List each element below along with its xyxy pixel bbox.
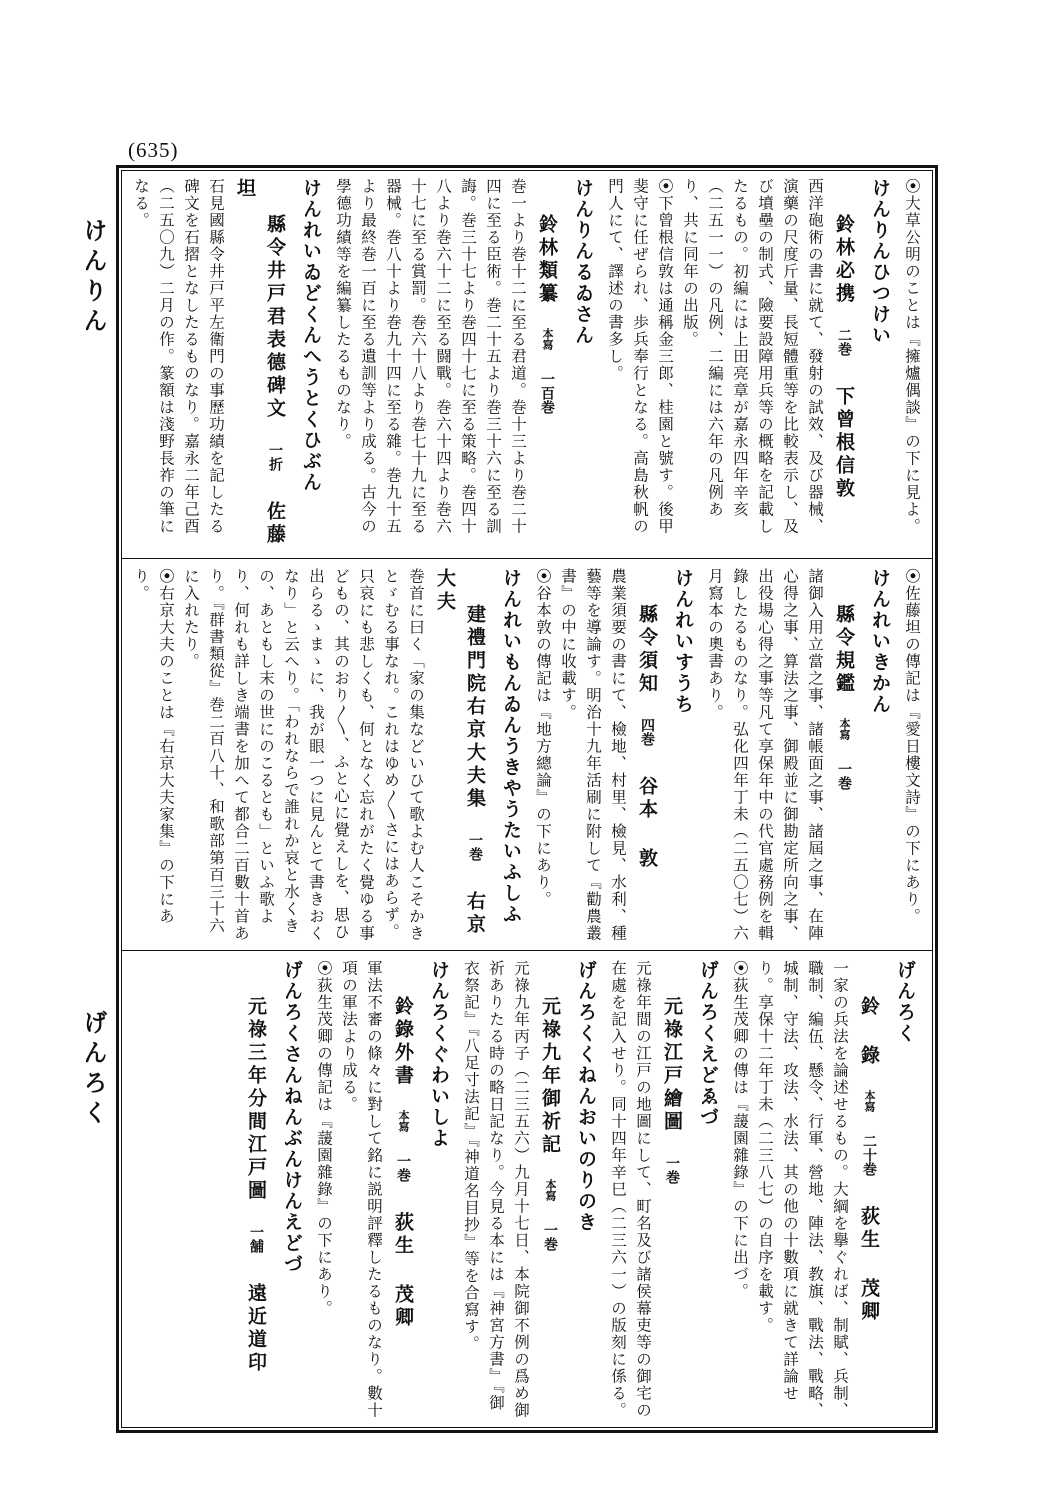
entry-paragraph: 西洋砲術の書に就て、發射の試效、及び器械、演藥の尺度斤量、長短體重等を比較表示し、及び墳壘の制式、險要設障用兵等の概略を記載したるもの。初編には上田亮章が嘉永四年辛亥（二五一一）の凡例、二編には六年の凡例あり、共に同年の出版。	[681, 178, 824, 535]
entry-format-note: 本寫	[397, 1110, 410, 1132]
entry-volume-count: 一舗	[248, 1225, 264, 1253]
entry-volume-count: 一巻	[395, 1154, 411, 1182]
entry-paragraph: 軍法不審の條々に對して銘に説明評釋したるものなり。數十項の軍法より成る。	[340, 960, 383, 1419]
entry-reading-heading: げんろくえどゑづ	[697, 960, 719, 1128]
page-number: (635)	[128, 138, 179, 162]
entry-paragraph: ⦿大草公明のことは『擁爐偶談』の下に見よ。	[903, 178, 921, 535]
entry-reading-heading: けんれいすうち	[672, 568, 694, 715]
entry-title: 鈴錄外書	[392, 996, 414, 1088]
entry-volume-count: 一巻	[664, 1156, 680, 1184]
entry-author: 遠近道印	[245, 1283, 267, 1375]
entry-paragraph: ⦿佐藤坦の傳記は『愛日樓文詩』の下にあり。	[903, 568, 921, 925]
entry-author: 谷本 敦	[636, 776, 658, 871]
entry-format-note: 本寫	[838, 718, 851, 740]
side-header-top: けんりん	[79, 218, 107, 338]
entry-reading-heading: げんろくさんねんぶんけんえどづ	[281, 960, 303, 1275]
entry-title-line	[430, 568, 490, 942]
entry-paragraph: ⦿荻生茂卿の傳記は『蘐園雜錄』の下にあり。	[315, 960, 333, 1317]
entry-paragraph: 巻一より巻十二に至る君道。巻十三より巻二十四に至る臣術。巻二十五より巻三十六に至る訓誨。巻三十七より巻四十七に至る策略。巻四十八より巻六十二に至る闘戰。巻六十四より巻六十七に至る賞罰。巻六十八より巻七十九に至る器械。巻八十より巻九十四に至る雜。巻九十五より最終巻一百に至る遺訓等より成る。古今の學德功績等を編纂したるものなり。	[334, 178, 527, 535]
entry-reading-heading: げんろくくねんおいのりのき	[575, 960, 597, 1233]
entry-title: 元祿三年分間江戸圖	[245, 996, 267, 1203]
entry-title-line	[532, 178, 562, 550]
entry-title: 鈴林必携	[833, 214, 855, 306]
entry-paragraph: ⦿谷本敦の傳記は『地方總論』の下にあり。	[534, 568, 552, 908]
entry-title: 縣令井戸君表德碑文	[264, 214, 286, 421]
entry-title: 鈴 錄	[858, 996, 880, 1068]
entry-title-line	[535, 960, 565, 1420]
entry-paragraph: ⦿右京大夫のことは『右京大夫家集』の下にあり。	[132, 568, 175, 925]
entry-paragraph: 農業須要の書にて、檢地、村里、檢見、水利、種藝等を導論す。明治十九年活刷に附して『勸農叢書』の中に收載す。	[559, 568, 627, 942]
entry-title-line	[241, 960, 271, 1420]
entry-volume-count: 一巻	[467, 833, 483, 861]
entry-title-line	[657, 960, 687, 1420]
entry-format-note: 本寫	[863, 1090, 876, 1112]
section-divider-1	[121, 558, 933, 559]
entry-paragraph: 元祿年間の江戸の地圖にして、町名及び諸侯幕吏等の御宅の在處を記入せり。同十四年辛巳（二三六一）の版刻に係る。	[609, 960, 652, 1419]
entry-title: 鈴林類纂	[536, 214, 558, 306]
entry-paragraph: ⦿下曾根信敦は通稱金三郎、桂園と號す。後甲斐守に任ぜられ、歩兵奉行となる。高島秋帆の門人にて、譯述の書多し。	[606, 178, 674, 535]
entry-format-note: 本寫	[541, 328, 554, 350]
entry-reading-heading: げんろく	[894, 960, 916, 1044]
entry-paragraph: 巻首に曰く「家の集などいひて歌よむ人こそかきとゞむる事なれ。これはゆめ〳〵さにはあらず。只哀にも悲しくも、何となく忘れがたく覺ゆる事どもの、其のおり〳〵、ふと心に覺えしを、思ひ出らるゝまゝに、我が眼一つに見んとて書きおくなり」と云へり。「われならで誰れか哀と水くきの、あともし末の世にのこるとも」といふ歌より、何れも詳しき端書を加へて都合二百數十首あり。『群書類從』巻二百八十、和歌部第百三十六に入れたり。	[182, 568, 425, 942]
entry-reading-heading: けんれいきかん	[869, 568, 891, 715]
section-middle	[131, 568, 924, 942]
entry-title: 建禮門院右京大夫集	[464, 604, 486, 811]
entry-reading-heading: けんれいもんゐんうきやうたいふしふ	[500, 568, 522, 925]
entry-title-line	[854, 960, 884, 1420]
entry-reading-heading: けんろくぐわいしよ	[428, 960, 450, 1149]
entry-title: 元祿九年御祈記	[539, 996, 561, 1157]
entry-title: 元祿江戸繪圖	[661, 996, 683, 1134]
entry-author: 下曾根信敦	[833, 386, 855, 501]
entry-paragraph: 石見國縣令井戸平左衛門の事歷功績を記したる碑文を石摺となしたるものなり。嘉永二年己酉（二五〇九）二月の作。篆額は淺野長祚の筆になる。	[132, 178, 225, 535]
entry-author: 荻生 茂卿	[858, 1206, 880, 1324]
entry-volume-count: 一巻	[836, 762, 852, 790]
entry-title-line	[388, 960, 418, 1420]
entry-title: 縣令規鑑	[833, 604, 855, 696]
entry-paragraph: 一家の兵法を論述せるもの。大綱を擧ぐれば、制賦、兵制、職制、編伍、懸令、行軍、營地、陣法、教旗、戰法、戰略、城制、守法、攻法、水法、其の他の十數項に就きて詳論せり。享保十二年丁未（二三八七）の自序を載す。	[756, 960, 849, 1419]
side-header-bottom: げんろく	[79, 1010, 107, 1130]
entry-volume-count: 一折	[267, 443, 283, 471]
section-divider-2	[121, 950, 933, 951]
entry-title-line	[829, 568, 859, 942]
entry-volume-count: 一巻	[542, 1223, 558, 1251]
entry-format-note: 本寫	[544, 1179, 557, 1201]
entry-volume-count: 一百巻	[539, 372, 555, 414]
entry-paragraph: 諸御入用立當之事、諸帳面之事、諸屆之事、在陣心得之事、算法之事、御殿並に御勘定所向之事、出役場心得之事等凡て享保年中の代官處務例を輯錄したるものなり。弘化四年丁未（二五〇七）六月寫本の奧書あり。	[706, 568, 824, 942]
section-upper	[131, 178, 924, 550]
entry-author: 荻生 茂卿	[392, 1212, 414, 1330]
entry-reading-heading: けんりんひつけい	[869, 178, 891, 346]
entry-volume-count: 二巻	[836, 328, 852, 356]
entry-paragraph: ⦿荻生茂卿の傳は『蘐園雜錄』の下に出づ。	[731, 960, 749, 1300]
entry-author: 佐藤 坦	[234, 178, 286, 547]
entry-author: 右京大夫	[434, 568, 486, 937]
entry-title-line	[829, 178, 859, 550]
entry-volume-count: 四巻	[639, 718, 655, 746]
entry-volume-count: 二十巻	[861, 1134, 877, 1176]
section-lower	[131, 960, 924, 1420]
entry-paragraph: 元祿九年丙子（二三五六）九月十七日、本院御不例の爲め御祈ありたる時の略日記なり。今見る本には『神宮方書』『御衣祭記』『八足寸法記』『神道名目抄』等を合寫す。	[462, 960, 530, 1419]
entry-title-line	[230, 178, 290, 550]
entry-reading-heading: けんれいゐどくんへうとくひぶん	[300, 178, 322, 493]
entry-reading-heading: けんりんるゐさん	[572, 178, 594, 346]
entry-title: 縣令須知	[636, 604, 658, 696]
entry-title-line	[632, 568, 662, 942]
